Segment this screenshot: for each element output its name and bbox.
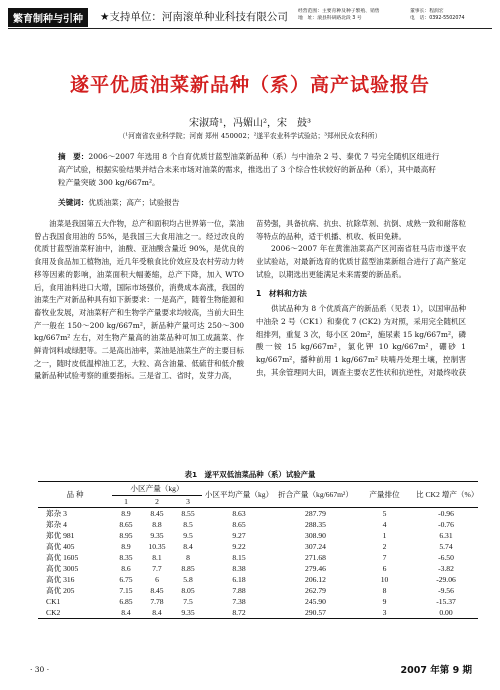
left-column [34, 218, 244, 383]
value-cell: 8.1 [152, 553, 162, 562]
variety-cell: 高优 205 [46, 586, 75, 595]
variety-cell: CK1 [46, 596, 61, 606]
keywords-label: 关键词： [58, 198, 89, 207]
value-cell: 7.5 [183, 596, 193, 606]
value-cell: 8.65 [232, 520, 246, 529]
table-row [38, 563, 478, 574]
value-cell: 7 [382, 553, 387, 562]
table-row [38, 552, 478, 563]
value-cell: 8.9 [121, 542, 131, 551]
value-cell: 8.35 [119, 553, 133, 562]
abstract-label: 摘 要： [58, 152, 89, 161]
body-paragraph: 供试品种为 8 个优质高产的新品系（见表 1），以国审品种中油杂 2 号（CK1）和秦优 7 (CK2) 为对照，采用完全随机区组排列，重复 3 次，每小区 20m²，施尿素 15 kg/667m²，磷酸一铵 15 kg/667m²，氯化钾 10 kg/667m²，硼砂 1 kg/667m²，播种前用 1 kg/667m² 呋喃丹处理土壤，控制害虫，其余管理同大田，调查主要农艺性状和抗逆性，对最终收获 [256, 304, 466, 377]
value-cell: -0.96 [438, 509, 454, 518]
body-paragraph: 2006～2007 年在黄淮油菜高产区河南省驻马店市遂平农业试验站，对最新选育的优质甘蓝型油菜新组合进行了高产鉴定试验，以期选出更能满足未来需要的新品系。 [256, 244, 466, 279]
value-cell: 8.6 [121, 564, 131, 573]
table-row [38, 541, 478, 552]
value-cell: 8.9 [121, 509, 131, 518]
value-cell: 262.79 [305, 586, 326, 595]
value-cell: 8.65 [119, 520, 133, 529]
table-caption: 表1 遂平双低油菜品种（系）试验产量 [184, 470, 316, 479]
value-cell: 245.90 [305, 596, 326, 606]
value-cell: -3.82 [438, 564, 454, 573]
table-row [38, 519, 478, 530]
value-cell: 8.95 [119, 531, 133, 540]
company-info-line: 地 址：滚县科研路北段 3 号 [298, 16, 362, 21]
value-cell: -6.50 [438, 553, 454, 562]
value-cell: 10.35 [148, 542, 166, 551]
value-cell: 7.78 [150, 596, 164, 606]
value-cell: 2 [382, 542, 387, 551]
table-row [38, 574, 478, 585]
variety-cell: 高优 316 [46, 575, 75, 584]
value-cell: 8.05 [181, 586, 195, 595]
value-cell: 287.79 [305, 509, 326, 518]
value-cell: 8.4 [152, 607, 162, 617]
value-cell: 6 [155, 575, 159, 584]
value-cell: 6.18 [232, 575, 246, 584]
table-row [38, 607, 478, 618]
value-cell: 8.5 [183, 520, 193, 529]
col-header-avg: 小区平均产量（kg） [204, 490, 274, 499]
value-cell: 9.35 [150, 531, 164, 540]
table-body [38, 508, 478, 619]
value-cell: 8.55 [181, 509, 195, 518]
value-cell: 8.63 [232, 509, 246, 518]
value-cell: 206.12 [305, 575, 326, 584]
section-heading: 1 材料和方法 [256, 288, 307, 298]
sponsor-line: ★支持单位：河南滚单种业科技有限公司 [100, 11, 288, 23]
value-cell: 290.57 [305, 607, 326, 617]
company-contact [410, 8, 494, 22]
value-cell: 8.4 [121, 607, 131, 617]
value-cell: 308.90 [305, 531, 326, 540]
value-cell: 8 [186, 553, 190, 562]
keywords-text: 优质油菜；高产；试验报告 [88, 198, 180, 207]
value-cell: -9.56 [438, 586, 454, 595]
company-info-line: 经营范围：主要育种及种子繁殖、销售 [298, 9, 380, 14]
value-cell: 271.68 [305, 553, 326, 562]
col-header-rep: 2 [155, 497, 159, 506]
variety-cell: 郑优 981 [46, 531, 75, 540]
value-cell: 7.88 [232, 586, 246, 595]
value-cell: 7.7 [152, 564, 162, 573]
variety-cell: 郑杂 4 [46, 520, 67, 529]
abstract [58, 150, 440, 189]
value-cell: 288.35 [305, 520, 326, 529]
value-cell: 1 [382, 531, 387, 540]
value-cell: 7.38 [232, 596, 246, 606]
value-cell: 6.31 [439, 531, 453, 540]
value-cell: 5 [382, 509, 387, 518]
company-contact-line: 电 话：0392-5502074 [410, 16, 465, 21]
value-cell: 6 [382, 564, 387, 573]
journal-header [8, 6, 492, 29]
value-cell: 9.27 [232, 531, 246, 540]
variety-cell: 郑杂 3 [46, 509, 67, 518]
col-header-rank: 产量排位 [369, 490, 400, 499]
value-cell: 6.75 [119, 575, 133, 584]
table-row [38, 585, 478, 596]
value-cell: 9.22 [232, 542, 246, 551]
value-cell: 5.8 [183, 575, 193, 584]
value-cell: 279.46 [305, 564, 326, 573]
table-row [38, 508, 478, 520]
article-title: 遂平优质油菜新品种（系）高产试验报告 [69, 74, 430, 96]
variety-cell: 高优 3005 [46, 564, 79, 573]
column-tag: 繁育制种与引种 [8, 8, 88, 27]
value-cell: 8.45 [150, 586, 164, 595]
value-cell: 307.24 [305, 542, 326, 551]
keywords [58, 197, 440, 208]
value-cell: 9.5 [183, 531, 193, 540]
value-cell: 5.74 [439, 542, 453, 551]
col-header-plot-yield: 小区产量（kg） [112, 482, 202, 496]
value-cell: 8.8 [152, 520, 162, 529]
value-cell: 6.85 [119, 596, 133, 606]
value-cell: 9 [382, 596, 387, 606]
value-cell: 8.4 [183, 542, 193, 551]
variety-cell: 高优 405 [46, 542, 75, 551]
value-cell: -15.37 [436, 596, 456, 606]
value-cell: 4 [382, 520, 387, 529]
table-row [38, 530, 478, 541]
page-number: · 30 · [30, 665, 50, 674]
issue-label: 2007 年第 9 期 [400, 665, 472, 676]
table-row [38, 596, 478, 607]
value-cell: 7.15 [119, 586, 133, 595]
value-cell: 0.00 [439, 607, 453, 617]
body-paragraph: 苗势强，具备抗病、抗虫、抗除草剂、抗倒、成熟一致和耐落粒等特点的品种，适于机播、机收、板田免耕。 [256, 219, 466, 241]
col-header-rep: 1 [124, 497, 128, 506]
value-cell: 3 [382, 607, 387, 617]
value-cell: 8 [382, 586, 387, 595]
value-cell: 10 [380, 575, 389, 584]
col-header-rep: 3 [186, 497, 190, 506]
variety-cell: 高优 1605 [46, 553, 79, 562]
value-cell: 8.15 [232, 553, 246, 562]
value-cell: 8.38 [232, 564, 246, 573]
yield-table [38, 481, 478, 619]
value-cell: -0.76 [438, 520, 454, 529]
value-cell: -29.06 [436, 575, 456, 584]
value-cell: 8.85 [181, 564, 195, 573]
right-column [256, 218, 466, 379]
value-cell: 8.72 [232, 607, 246, 617]
value-cell: 8.45 [150, 509, 164, 518]
body-paragraph: 油菜是我国第五大作物，总产和面积均占世界第一位，菜油曾占我国食用油的 55%，是我国三大食用油之一。经过改良的优质甘蓝型油菜籽油中，油酸、亚油酸含量近 90%，是优良的食用及食品加工植物油，近几年受粮食比价效应及农村劳动力转移等因素的影响，油菜面积大幅萎缩，总产下降，加入 WTO 后，食用油料进口大增，国际市场强价，消费成本高涨，我国的油菜生产对新品种具有如下新要求：一是高产，随着生物能源和畜牧业发展，对油菜籽产和生物学产量要求均较高，当前大田生产一般在 150～200 kg/667m²，新品种产量可达 250～300 kg/667m² 左右，对生物产量高的油菜品种可加工成蔬菜、作鲜青饲料或绿肥等。二是高出油率，菜油是油菜生产的主要目标之一，随时皮低温榨油工艺，大粒、高含油量、低硫苷和低介酸量新品种试验考察的重要指标。三是省工、省时，发芽力高， [34, 219, 244, 381]
col-header-vs-ck2: 比 CK2 增产（%） [416, 490, 479, 499]
abstract-text: 2006～2007 年选用 8 个自育优质甘蓝型油菜新品种（系）与中油杂 2 号、秦优 7 号完全随机区组进行高产试验，根据实验结果并结合未来市场对油菜的需求，推选出了 3 个综合性状较好的新品种（系），其中最高籽粒产量突破 300 kg/667m²。 [58, 152, 440, 187]
article-authors: 宋淑琦¹，冯媚山²，宋 鼓³ [188, 118, 312, 129]
col-header-converted: 折合产量（kg/667m²） [278, 490, 353, 499]
company-contact-line: 董事长：程润宏 [410, 9, 444, 14]
article-affiliation: （¹河南省农业科学院；河南 郑州 450002；²遂平农业科学试验站；³郑州民众农科所） [118, 132, 382, 140]
value-cell: 9.35 [181, 607, 195, 617]
company-info [298, 8, 408, 22]
variety-cell: CK2 [46, 607, 61, 617]
col-header-variety: 品 种 [66, 490, 84, 499]
